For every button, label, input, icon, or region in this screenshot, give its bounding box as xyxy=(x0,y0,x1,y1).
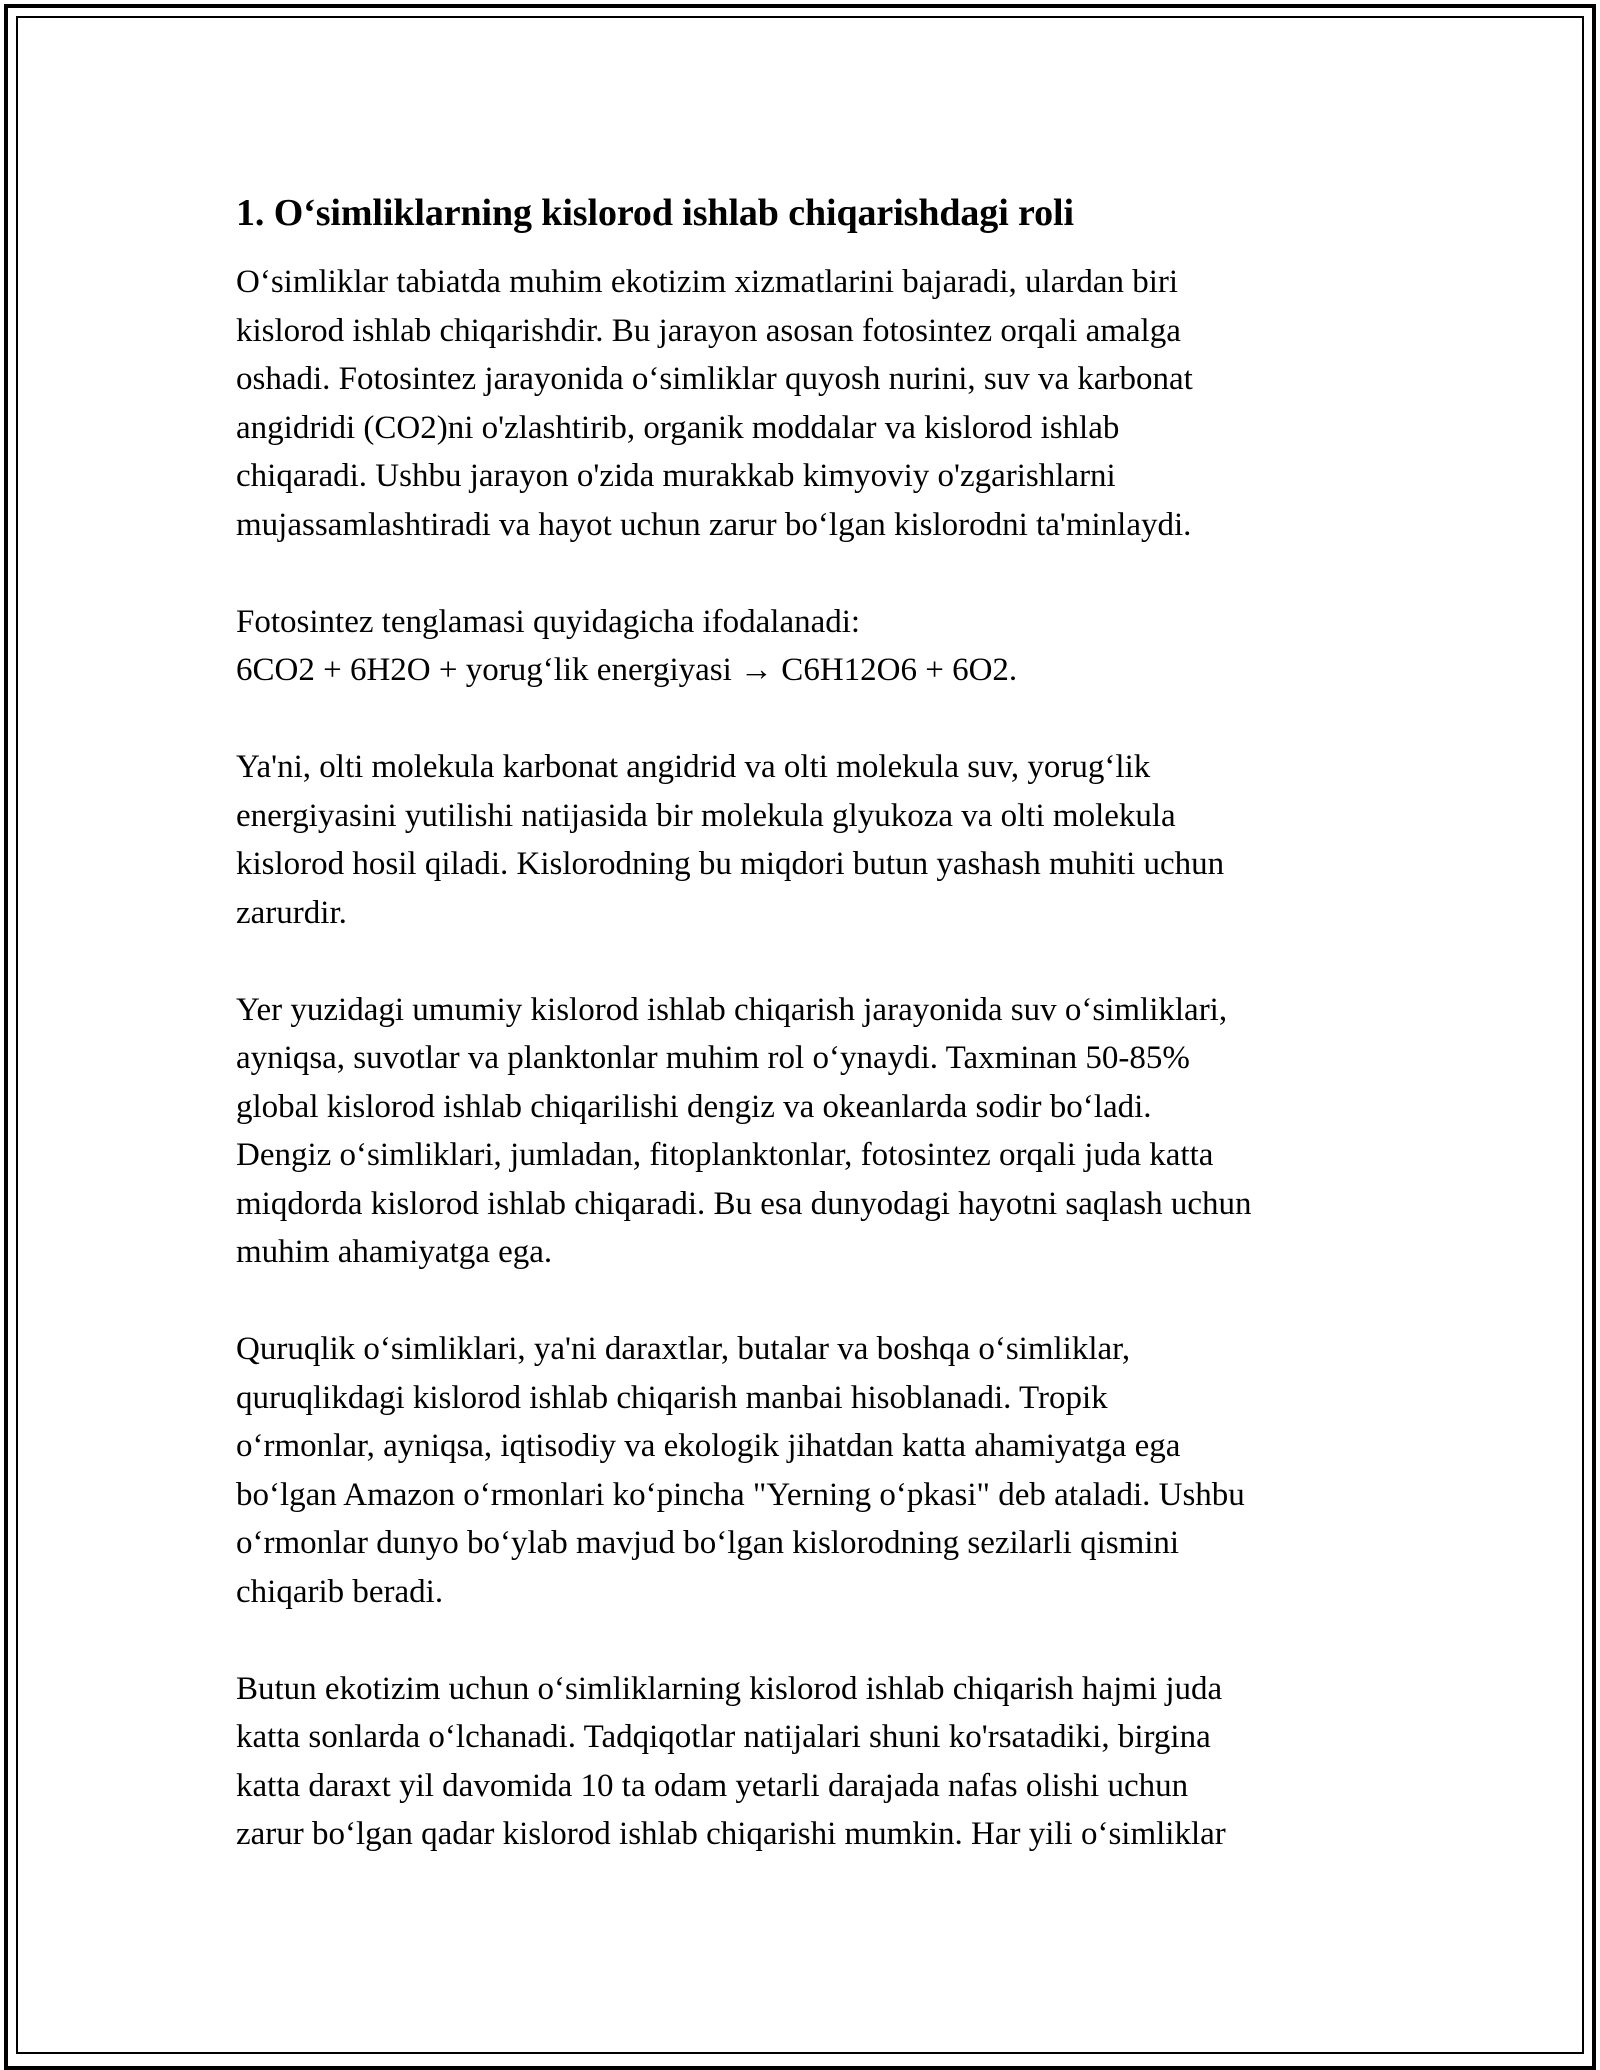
text-line: katta sonlarda o‘lchanadi. Tadqiqotlar natijalari shuni ko'rsatadiki, birgina xyxy=(236,1719,1211,1755)
paragraph-terrestrial xyxy=(236,1325,1386,1616)
text-line: Butun ekotizim uchun o‘simliklarning kislorod ishlab chiqarish hajmi juda xyxy=(236,1670,1223,1707)
text-line: oshadi. Fotosintez jarayonida o‘simliklar quyosh nurini, suv va karbonat xyxy=(236,361,1193,397)
text-line: chiqaradi. Ushbu jarayon o'zida murakkab kimyoviy o'zgarishlarni xyxy=(236,458,1116,494)
paragraph-explanation xyxy=(236,743,1386,937)
text-line: mujassamlashtiradi va hayot uchun zarur bo‘lgan kislorodni ta'minlaydi. xyxy=(236,506,1192,543)
text-line: miqdorda kislorod ishlab chiqaradi. Bu esa dunyodagi hayotni saqlash uchun xyxy=(236,1185,1252,1222)
paragraph-intro xyxy=(236,258,1386,549)
text-line: Fotosintez tenglamasi quyidagicha ifodalanadi: xyxy=(236,603,861,640)
text-line: zarur bo‘lgan qadar kislorod ishlab chiqarishi mumkin. Har yili o‘simliklar xyxy=(236,1816,1226,1852)
text-line: Ya'ni, olti molekula karbonat angidrid va olti molekula suv, yorug‘lik xyxy=(236,749,1151,785)
paragraph-volume xyxy=(236,1665,1386,1859)
text-line: Dengiz o‘simliklari, jumladan, fitoplanktonlar, fotosintez orqali juda katta xyxy=(236,1137,1214,1173)
text-line: quruqlikdagi kislorod ishlab chiqarish manbai hisoblanadi. Tropik xyxy=(236,1379,1108,1416)
text-line: kislorod hosil qiladi. Kislorodning bu miqdori butun yashash muhiti uchun xyxy=(236,846,1225,882)
text-line: global kislorod ishlab chiqarilishi dengiz va okeanlarda sodir bo‘ladi. xyxy=(236,1088,1152,1125)
text-line: O‘simliklar tabiatda muhim ekotizim xizmatlarini bajaradi, ulardan biri xyxy=(236,264,1179,300)
text-line: bo‘lgan Amazon o‘rmonlari ko‘pincha "Yerning o‘pkasi" deb ataladi. Ushbu xyxy=(236,1476,1245,1513)
text-line: chiqarib beradi. xyxy=(236,1573,444,1610)
text-line: kislorod ishlab chiqarishdir. Bu jarayon asosan fotosintez orqali amalga xyxy=(236,312,1181,349)
text-line: o‘rmonlar dunyo bo‘ylab mavjud bo‘lgan kislorodning sezilarli qismini xyxy=(236,1525,1180,1561)
text-line: zarurdir. xyxy=(236,894,347,931)
text-line: katta daraxt yil davomida 10 ta odam yetarli darajada nafas olishi uchun xyxy=(236,1767,1189,1804)
paragraph-equation xyxy=(236,598,1386,695)
text-line: energiyasini yutilishi natijasida bir molekula glyukoza va olti molekula xyxy=(236,797,1176,834)
text-line: Yer yuzidagi umumiy kislorod ishlab chiqarish jarayonida suv o‘simliklari, xyxy=(236,991,1228,1028)
text-line: ayniqsa, suvotlar va planktonlar muhim rol o‘ynaydi. Taxminan 50-85% xyxy=(236,1040,1190,1076)
text-line: Quruqlik o‘simliklari, ya'ni daraxtlar, butalar va boshqa o‘simliklar, xyxy=(236,1331,1131,1367)
equation-line: 6CO2 + 6H2O + yorug‘lik energiyasi → C6H12O6 + 6O2. xyxy=(236,652,1018,688)
document-body xyxy=(236,188,1386,1859)
text-line: angidridi (CO2)ni o'zlashtirib, organik moddalar va kislorod ishlab xyxy=(236,409,1120,446)
text-line: muhim ahamiyatga ega. xyxy=(236,1234,553,1270)
text-line: o‘rmonlar, ayniqsa, iqtisodiy va ekologik jihatdan katta ahamiyatga ega xyxy=(236,1428,1181,1464)
section-heading: 1. O‘simliklarning kislorod ishlab chiqarishdagi roli xyxy=(236,192,1074,234)
paragraph-aquatic xyxy=(236,986,1386,1277)
